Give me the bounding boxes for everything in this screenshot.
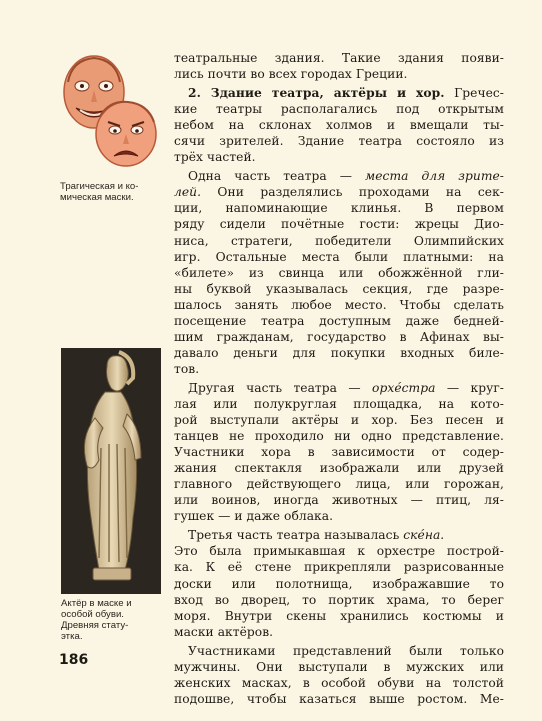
text-line: ка. К её стене прикрепляли разрисованные	[174, 560, 504, 575]
text-line: подошве, чтобы казаться выше ростом. Ме-	[174, 691, 504, 706]
text-line: трёх частей.	[174, 150, 256, 165]
text-line: Другая часть театра — орхéстра — круг-	[188, 380, 504, 395]
mask-caption-line: Трагическая и ко-	[60, 181, 139, 192]
statue-caption	[61, 598, 132, 642]
mask-caption-line: мическая маски.	[60, 192, 134, 203]
text-line: Третья часть театра называлась скéна.	[188, 528, 445, 543]
text-line: шалось занять любое место. Чтобы сделать	[174, 297, 504, 312]
text-line: жания спектакля изображали или друзей	[174, 461, 504, 476]
text-line: лись почти во всех городах Греции.	[174, 67, 408, 82]
statue-caption-line: особой обуви.	[61, 609, 124, 620]
tragic-comic-masks-image	[58, 52, 162, 170]
text-line: ции, напоминающие клинья. В первом	[174, 201, 504, 216]
text-line: лая или полукруглая площадка, на кото-	[174, 396, 504, 411]
text-line: игр. Остальные места были платными: на	[174, 249, 504, 264]
text-line: «билете» из свинца или обожжённой гли-	[174, 265, 504, 280]
text-line: танцев не проходило ни одно представление.	[174, 429, 504, 444]
paragraph	[174, 168, 504, 377]
section-heading-line: 2. Здание театра, актёры и хор. Гречес-	[188, 85, 504, 101]
statue-caption-line: Древняя стату-	[61, 620, 129, 631]
text-line: рой выступали актёры и хор. Без песен и	[174, 413, 504, 428]
tragic-mask	[96, 102, 156, 166]
section-heading: 2. Здание театра, актёры и хор.	[188, 85, 445, 101]
paragraph	[174, 527, 504, 639]
text-line: женских масках, в особой обуви на толстой	[174, 675, 504, 690]
text-line: Это была примыкавшая к орхестре построй-	[174, 544, 504, 559]
text-line: или воинов, иногда животных — птиц, ля-	[174, 493, 504, 508]
text-line: доски или полотнища, изображавшие то	[174, 576, 504, 591]
text-line: небом на склонах холмов и вмещали ты-	[174, 118, 504, 133]
text-line: посещение театра доступным даже бедней-	[174, 313, 504, 328]
text-line: кие театры располагались под открытым	[174, 102, 504, 117]
text-line: театральные здания. Такие здания появи-	[174, 51, 504, 65]
text-line: Участники хора в зависимости от содер-	[174, 445, 504, 460]
paragraph	[174, 380, 504, 524]
text-line: маски актёров.	[174, 624, 274, 639]
text-line: давало деньги для покупки входных биле-	[174, 345, 504, 360]
text-line: вход во дворец, то портик храма, то берег	[174, 592, 504, 607]
text-line: ны буквой указывалась секция, где разре-	[174, 281, 504, 296]
text-line: шим гражданам, государство в Афинах вы-	[174, 329, 504, 344]
text-line: ниса, стратеги, победители Олимпийских	[174, 233, 504, 248]
statue-caption-line: этка.	[61, 631, 83, 642]
actor-statuette-image	[61, 348, 161, 594]
text-line: Одна часть театра — места для зрите-	[188, 169, 504, 184]
paragraph	[174, 50, 504, 82]
main-text	[174, 50, 504, 707]
statue-caption-line: Актёр в маске и	[61, 598, 132, 609]
text-line: сячи зрителей. Здание театра состояло из	[174, 134, 504, 149]
text-line: лей. Они разделялись проходами на сек-	[174, 185, 504, 200]
section-paragraph	[174, 85, 504, 165]
text-line: гушек — и даже облака.	[174, 509, 334, 524]
text-line: Участниками представлений были только	[188, 643, 504, 658]
page-number: 186	[59, 652, 89, 668]
text-line: моря. Внутри скены хранились костюмы и	[174, 608, 504, 623]
paragraph	[174, 643, 504, 707]
text-line: тов.	[174, 361, 200, 376]
text-line: мужчины. Они выступали в мужских или	[174, 659, 504, 674]
text-line: ряду сидели почётные гости: жрецы Дио-	[174, 217, 504, 232]
text-line: главного действующего лица, или горожан,	[174, 477, 504, 492]
mask-caption	[60, 181, 138, 203]
